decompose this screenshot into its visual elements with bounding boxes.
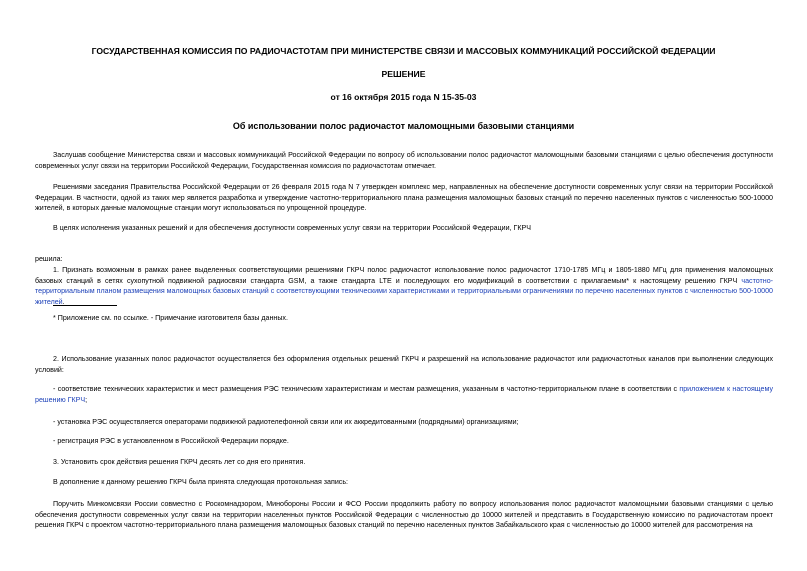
- protocol-instruction: [35, 499, 773, 531]
- footnote-divider: [53, 305, 117, 306]
- document-date-number: от 16 октября 2015 года N 15-35-03: [330, 92, 477, 102]
- item-1-paragraph: [35, 265, 773, 307]
- protocol-note-text: В дополнение к данному решению ГКРЧ была принята следующая протокольная запись:: [53, 478, 349, 486]
- commission-header: ГОСУДАРСТВЕННАЯ КОМИССИЯ ПО РАДИОЧАСТОТАМ ПРИ МИНИСТЕРСТВЕ СВЯЗИ И МАССОВЫХ КОММУНИКАЦИЙ РОССИЙСКОЙ ФЕДЕРАЦИИ: [91, 46, 716, 56]
- paragraph-purpose: [35, 223, 773, 234]
- paragraph-government: [35, 182, 773, 214]
- condition-1: [35, 384, 773, 405]
- paragraph-intro-text: Заслушав сообщение Министерства связи и массовых коммуникаций Российской Федерации по вопросу об использовании полос радиочастот маломощными базовыми станциями с целью обеспечения доступности современных услуг связи на территории Российской Федерации, Государственная комиссия по радиочастотам отмечает.: [35, 151, 773, 170]
- protocol-instruction-text: Поручить Минкомсвязи России совместно с Роскомнадзором, Минобороны России и ФСО России продолжить работу по вопросу использования полос радиочастот маломощными базовыми станциями с целью обеспечения доступности современных услуг связи на территории населенных пунктов Российской Федерации с численностью до 10000 жителей и представить в Государственную комиссию по радиочастотам проект решения ГКРЧ с проектом частотно-территориального плана размещения маломощных базовых станций по перечню населенных пунктов Забайкальского края с численностью до 10000 жителей для рассмотрения на: [35, 500, 773, 530]
- item-1-text: 1. Признать возможным в рамках ранее выделенных соответствующими решениями ГКРЧ полос радиочастот использование полос радиочастот 1710-1785 МГц и 1805-1880 МГц для применения маломощных базовых станций в сетях сухопутной подвижной радиосвязи стандарта GSM, а также стандарта LTE и последующих его модификаций в соответствии с прилагаемым* к настоящему решению ГКРЧ: [35, 266, 773, 285]
- decision-word-text: решила:: [35, 255, 63, 263]
- item-3-text: 3. Установить срок действия решения ГКРЧ десять лет со дня его принятия.: [53, 458, 306, 466]
- condition-1-text: - соответствие технических характеристик и мест размещения РЭС техническим характеристикам и местам размещения, указанным в частотно-территориальном плане в соответствии с: [53, 385, 680, 393]
- document-title: Об использовании полос радиочастот маломощными базовыми станциями: [232, 121, 575, 131]
- paragraph-intro: [35, 150, 773, 171]
- footnote: [35, 313, 773, 324]
- condition-2-text: - установка РЭС осуществляется операторами подвижной радиотелефонной связи или их аккредитованными (подрядными) организациями;: [53, 418, 519, 426]
- condition-3-text: - регистрация РЭС в установленном в Российской Федерации порядке.: [53, 437, 289, 445]
- footnote-text: * Приложение см. по ссылке. - Примечание изготовителя базы данных.: [53, 314, 288, 322]
- protocol-note: [35, 477, 773, 488]
- item-1: [35, 265, 773, 307]
- item-3: [35, 457, 773, 468]
- condition-1-paragraph: [35, 384, 773, 405]
- appendix-link[interactable]: приложением к настоящему решению ГКРЧ: [35, 385, 773, 404]
- item-2-text: 2. Использование указанных полос радиочастот осуществляется без оформления отдельных решений ГКРЧ и разрешений на использование радиочастот или радиочастотных каналов при выполнении следующих условий:: [35, 355, 773, 374]
- condition-2: [35, 417, 773, 428]
- paragraph-government-text: Решениями заседания Правительства Российской Федерации от 26 февраля 2015 года N 7 утвержден комплекс мер, направленных на обеспечение доступности современных услуг связи на территории Российской Федерации. В частности, одной из таких мер является разработка и утверждение частотно-территориального плана размещения маломощных базовых станций по перечню населенных пунктов с численностью 500-10000 жителей, в которых данные маломощные станции могут использоваться по упрощенной процедуре.: [35, 183, 773, 213]
- condition-1-end: ;: [85, 395, 88, 404]
- condition-3: [35, 436, 773, 447]
- decision-word: [35, 254, 773, 265]
- item-1-end: .: [62, 297, 65, 306]
- item-2: [35, 354, 773, 375]
- frequency-plan-link[interactable]: частотно-территориальным планом размещения маломощных базовых станций с соответствующими техническими характеристиками и территориальными ограничениями по перечню населенных пунктов с численностью 500-10000 жителей: [35, 276, 773, 306]
- document-type: РЕШЕНИЕ: [381, 69, 426, 79]
- paragraph-purpose-text: В целях исполнения указанных решений и для обеспечения доступности современных услуг связи на территории Российской Федерации, ГКРЧ: [53, 224, 531, 232]
